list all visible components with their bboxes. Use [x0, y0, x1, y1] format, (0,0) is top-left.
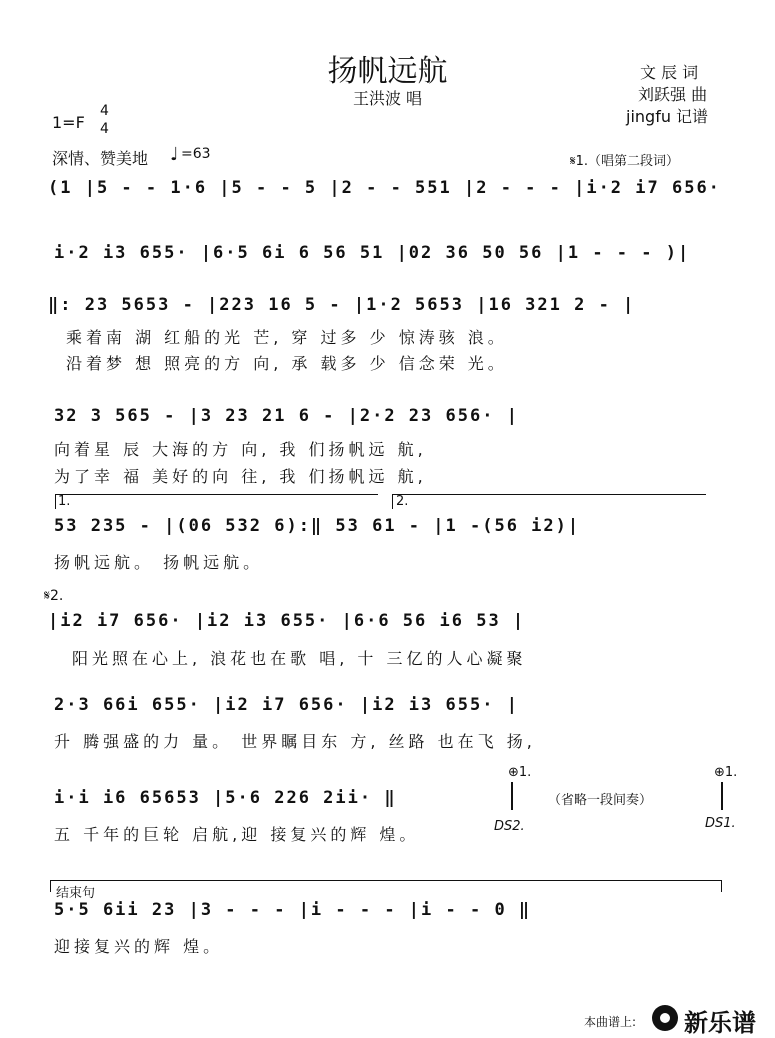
- lyrics-line-3-verse1: 乘着南 湖 红船的光 芒, 穿 过多 少 惊涛骇 浪。: [66, 328, 508, 347]
- dal-segno-1: DS1.: [705, 816, 736, 831]
- tempo-value: =63: [181, 146, 211, 162]
- lyricist-credit: 文 辰 词: [640, 63, 699, 82]
- score-line-ending: 5·5 6ii 23 |3 - - - |i - - - |i - - 0 ‖: [54, 900, 532, 920]
- lyrics-line-6: 阳光照在心上, 浪花也在歌 唱, 十 三亿的人心凝聚: [72, 649, 527, 668]
- coda-1-marker: ⊕1.: [508, 765, 532, 780]
- singer-credit: 王洪波 唱: [352, 89, 423, 108]
- score-line-3: ‖: 23 5653 - |223 16 5 - |1·2 5653 |16 321 2 - |: [48, 295, 636, 315]
- ending-bracket-right: [721, 880, 722, 892]
- ending-bracket-left: [50, 880, 51, 892]
- volta-1-label: 1.: [58, 494, 71, 509]
- barline-interlude-right: [721, 782, 723, 810]
- ending-label: 结束句: [56, 886, 96, 901]
- lyrics-line-5: 扬帆远航。 扬帆远航。: [54, 553, 264, 572]
- score-line-7: 2·3 66i 655· |i2 i7 656· |i2 i3 655· |: [54, 695, 519, 715]
- interlude-note: （省略一段间奏）: [548, 793, 653, 808]
- volta-1-bracket: [55, 494, 378, 509]
- lyrics-line-8: 五 千年的巨轮 启航,迎 接复兴的辉 煌。: [54, 825, 420, 844]
- composer-credit: 刘跃强 曲: [638, 85, 708, 104]
- footer-caption: 本曲谱上:: [584, 1015, 637, 1029]
- segno-2-marker: 𝄋2.: [44, 588, 64, 604]
- time-signature-top: 4: [100, 103, 109, 119]
- volta-2-label: 2.: [396, 494, 409, 509]
- time-signature-bottom: 4: [100, 121, 109, 137]
- coda-1b-marker: ⊕1.: [714, 765, 738, 780]
- lyrics-line-7: 升 腾强盛的力 量。 世界瞩目东 方, 丝路 也在飞 扬,: [54, 732, 536, 751]
- barline-interlude-left: [511, 782, 513, 810]
- lyrics-line-4-verse2: 为了幸 福 美好的向 往, 我 们扬帆远 航,: [54, 467, 427, 486]
- transcriber-credit: jingfu 记谱: [626, 107, 709, 126]
- site-logo[interactable]: 新乐谱: [684, 1009, 756, 1037]
- volta-2-bracket: [392, 494, 706, 509]
- key-signature: 1=F: [52, 113, 85, 132]
- tempo-marking: 深情、赞美地: [52, 149, 149, 168]
- score-line-1: (1 |5 - - 1·6 |5 - - 5 |2 - - 551 |2 - - - |i·2 i7 656·: [48, 178, 721, 198]
- score-line-8: i·i i6 65653 |5·6 226 2ii· ‖: [54, 788, 397, 808]
- score-line-2: i·2 i3 655· |6·5 6i 6 56 51 |02 36 50 56 |1 - - - )|: [54, 243, 691, 263]
- score-line-6: |i2 i7 656· |i2 i3 655· |6·6 56 i6 53 |: [48, 611, 526, 631]
- score-line-5: 53 235 - |(06 532 6):‖ 53 61 - |1 -(56 i2)|: [54, 516, 581, 536]
- record-center-icon: [660, 1013, 670, 1023]
- score-line-4: 32 3 565 - |3 23 21 6 - |2·2 23 656· |: [54, 406, 519, 426]
- lyrics-line-4-verse1: 向着星 辰 大海的方 向, 我 们扬帆远 航,: [54, 440, 427, 459]
- ending-bracket-line: [50, 880, 722, 881]
- song-title: 扬帆远航: [327, 54, 448, 89]
- lyrics-line-ending: 迎接复兴的辉 煌。: [54, 937, 224, 956]
- segno-1-marker: 𝄋1.（唱第二段词）: [570, 154, 679, 169]
- dal-segno-2: DS2.: [494, 819, 525, 834]
- quarter-note-icon: ♩: [170, 144, 179, 165]
- lyrics-line-3-verse2: 沿着梦 想 照亮的方 向, 承 载多 少 信念荣 光。: [66, 354, 508, 373]
